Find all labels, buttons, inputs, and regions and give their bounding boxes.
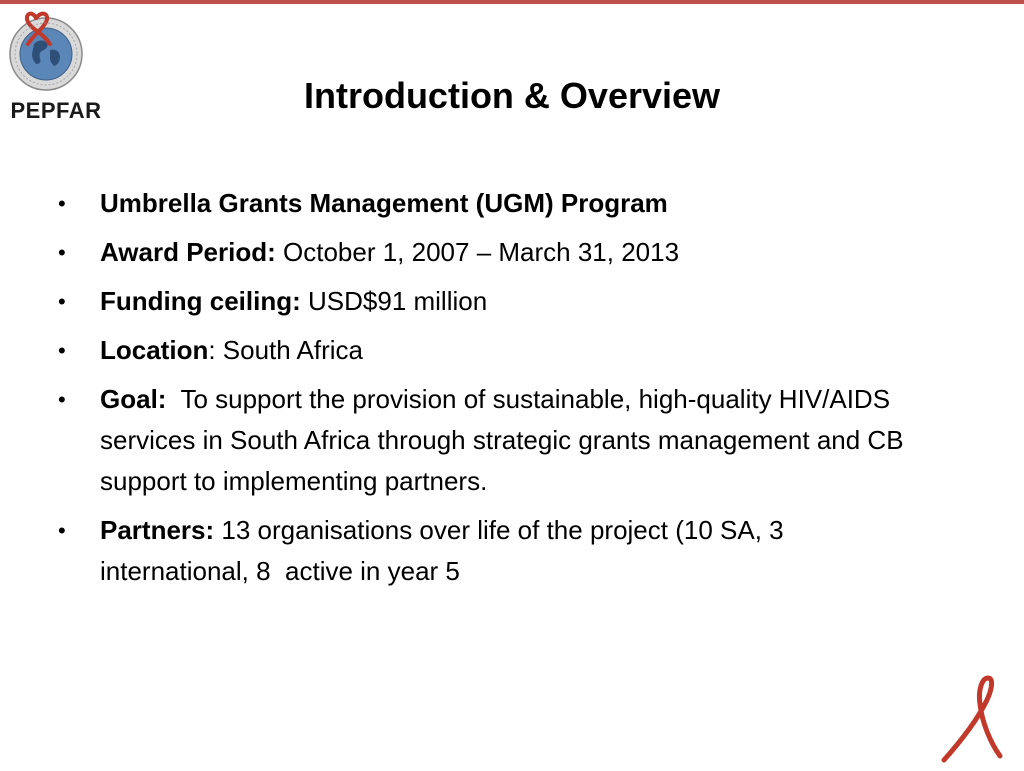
bullet-separator: [166, 384, 180, 414]
red-ribbon-icon: [930, 672, 1010, 766]
bullet-label: Partners:: [100, 515, 215, 545]
bullet-label: Location: [100, 335, 209, 365]
top-accent-rule: [0, 0, 1024, 4]
slide-title: Introduction & Overview: [303, 75, 721, 116]
bullet-dot-icon: •: [58, 289, 66, 314]
bullet-text: USD$91 million: [308, 286, 488, 316]
bullet-dot-icon: •: [58, 387, 66, 412]
pepfar-seal-icon: [6, 10, 106, 100]
bullet-goal: [58, 379, 938, 502]
bullet-separator: [301, 286, 308, 316]
bullet-label: Funding ceiling:: [100, 286, 301, 316]
bullet-list: [58, 183, 938, 600]
bullet-location: [58, 330, 938, 371]
bullet-text: To support the provision of sustainable, high-quality HIV/AIDS services in South Africa through strategic grants management and CB support to implementing partners.: [100, 384, 904, 496]
bullet-label: Umbrella Grants Management (UGM) Program: [100, 188, 668, 218]
bullet-award-period: [58, 232, 938, 273]
bullet-separator: :: [208, 335, 223, 365]
bullet-funding-ceiling: [58, 281, 938, 322]
bullet-dot-icon: •: [58, 191, 66, 216]
bullet-text: 13 organisations over life of the project (10 SA, 3 international, 8 active in year 5: [100, 515, 791, 586]
bullet-separator: [276, 237, 283, 267]
bullet-dot-icon: •: [58, 338, 66, 363]
pepfar-logo: [6, 10, 106, 126]
red-ribbon: [930, 672, 1010, 766]
bullet-label: Award Period:: [100, 237, 276, 267]
bullet-text: South Africa: [222, 335, 363, 365]
bullet-dot-icon: •: [58, 518, 66, 543]
logo-wordmark: PEPFAR: [10, 98, 102, 123]
bullet-text: October 1, 2007 – March 31, 2013: [283, 237, 680, 267]
bullet-program: [58, 183, 938, 224]
bullet-dot-icon: •: [58, 240, 66, 265]
bullet-partners: [58, 510, 938, 592]
bullet-label: Goal:: [100, 384, 167, 414]
